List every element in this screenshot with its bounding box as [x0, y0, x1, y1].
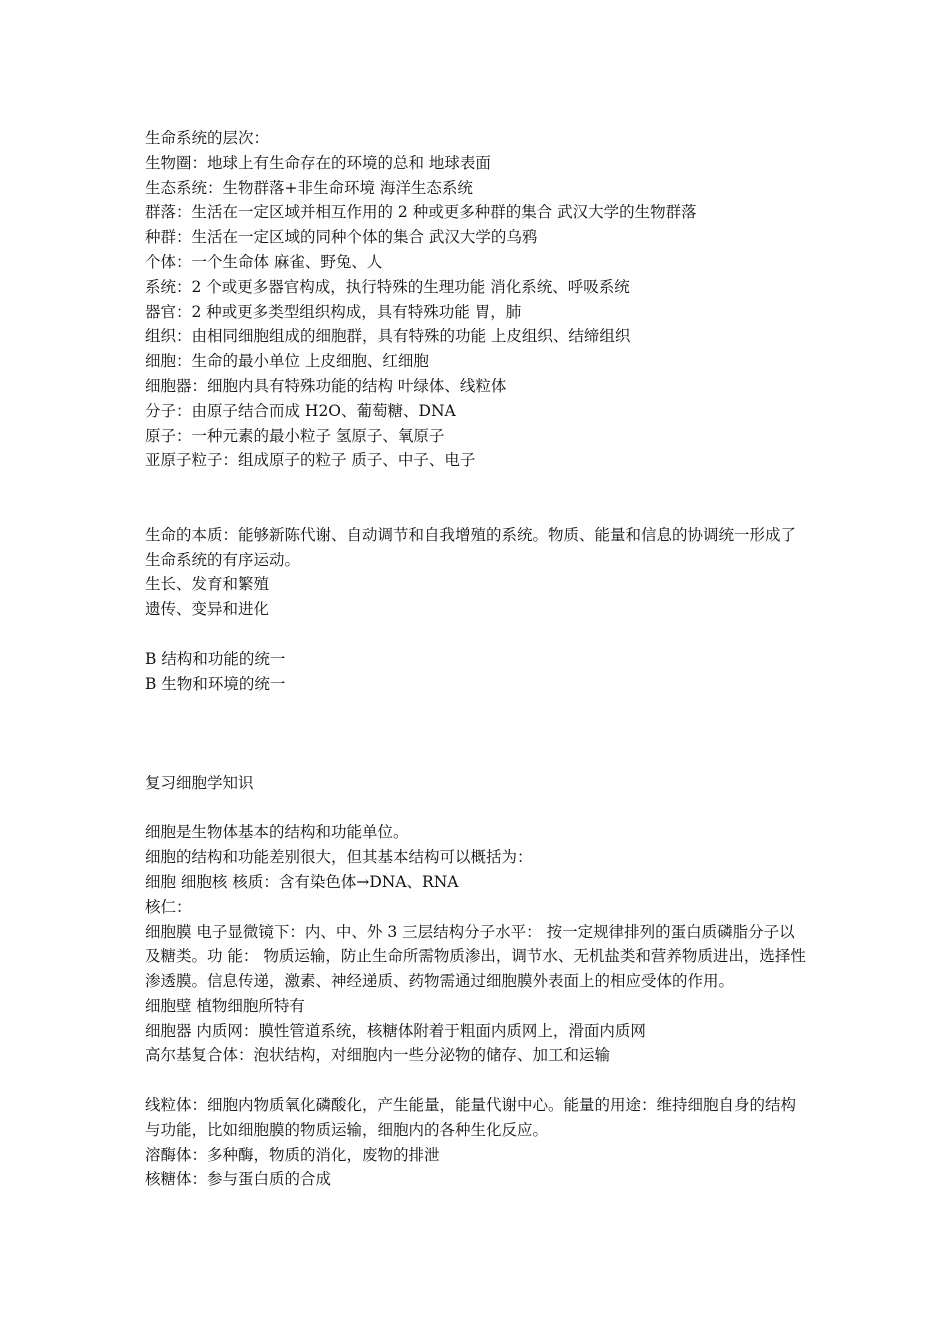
spacer — [145, 746, 810, 771]
essence-growth: 生长、发育和繁殖 — [145, 575, 270, 594]
cell-mitochondria: 线粒体：细胞内物质氧化磷酸化，产生能量，能量代谢中心。能量的用途：维持细胞自身的结构与功能，比如细胞膜的物质运输，细胞内的各种生化反应。 — [145, 1096, 797, 1139]
cell-endoplasmic-reticulum: 细胞器 内质网：膜性管道系统，核糖体附着于粗面内质网上，滑面内质网 — [145, 1021, 646, 1040]
hierarchy-level-organelle: 细胞器：细胞内具有特殊功能的结构 叶绿体、线粒体 — [145, 376, 507, 395]
hierarchy-level-population: 种群：生活在一定区域的同种个体的集合 武汉大学的乌鸦 — [145, 228, 538, 247]
hierarchy-level-molecule: 分子：由原子结合而成 H2O、葡萄糖、DNA — [145, 401, 456, 420]
essence-definition: 生命的本质：能够新陈代谢、自动调节和自我增殖的系统。物质、能量和信息的协调统一形成了生命系统的有序运动。 — [145, 525, 797, 569]
hierarchy-level-individual: 个体：一个生命体 麻雀、野兔、人 — [145, 252, 383, 271]
hierarchy-level-tissue: 组织：由相同细胞组成的细胞群，具有特殊的功能 上皮组织、结缔组织 — [145, 327, 631, 346]
cell-wall: 细胞壁 植物细胞所特有 — [145, 996, 305, 1015]
essence-heredity: 遗传、变异和进化 — [145, 600, 270, 619]
cell-intro-structure: 细胞的结构和功能差别很大，但其基本结构可以概括为： — [145, 848, 533, 867]
unity-organism-environment: B 生物和环境的统一 — [145, 674, 286, 693]
spacer — [145, 622, 810, 647]
hierarchy-title: 生命系统的层次： — [145, 129, 270, 147]
spacer — [145, 796, 810, 821]
spacer — [145, 721, 810, 746]
spacer — [145, 498, 810, 523]
cell-lysosome: 溶酶体：多种酶，物质的消化，废物的排泄 — [145, 1145, 440, 1164]
hierarchy-level-atom: 原子：一种元素的最小粒子 氢原子、氧原子 — [145, 426, 445, 445]
cell-membrane: 细胞膜 电子显微镜下：内、中、外 3 三层结构分子水平： 按一定规律排列的蛋白质磷脂分子以及糖类。功 能： 物质运输，防止生命所需物质渗出，调节水、无机盐类和营养物质进出，选择性渗透膜。信息传递，激素、神经递质、药物需通过细胞膜外表面上的相应受体的作用。 — [145, 922, 806, 991]
hierarchy-level-system: 系统：2 个或更多器官构成，执行特殊的生理功能 消化系统、呼吸系统 — [145, 277, 630, 296]
cell-nucleolus: 核仁： — [145, 897, 192, 916]
cell-ribosome: 核糖体：参与蛋白质的合成 — [145, 1170, 332, 1189]
spacer — [145, 1068, 810, 1093]
cell-review-heading: 复习细胞学知识 — [145, 773, 254, 792]
spacer — [145, 473, 810, 498]
hierarchy-level-biosphere: 生物圈：地球上有生命存在的环境的总和 地球表面 — [145, 153, 491, 172]
cell-nucleus: 细胞 细胞核 核质：含有染色体→DNA、RNA — [145, 872, 459, 891]
hierarchy-level-subatomic: 亚原子粒子：组成原子的粒子 质子、中子、电子 — [145, 451, 476, 470]
hierarchy-level-cell: 细胞：生命的最小单位 上皮细胞、红细胞 — [145, 352, 429, 371]
hierarchy-level-organ: 器官：2 种或更多类型组织构成，具有特殊功能 胃，肺 — [145, 302, 522, 321]
unity-structure-function: B 结构和功能的统一 — [145, 649, 286, 668]
cell-intro-basic-unit: 细胞是生物体基本的结构和功能单位。 — [145, 823, 409, 842]
hierarchy-level-community: 群落：生活在一定区域并相互作用的 2 种或更多种群的集合 武汉大学的生物群落 — [145, 203, 697, 222]
document-body — [145, 126, 810, 1192]
spacer — [145, 696, 810, 721]
hierarchy-level-ecosystem: 生态系统：生物群落+非生命环境 海洋生态系统 — [145, 178, 473, 197]
cell-golgi: 高尔基复合体：泡状结构，对细胞内一些分泌物的储存、加工和运输 — [145, 1046, 611, 1065]
